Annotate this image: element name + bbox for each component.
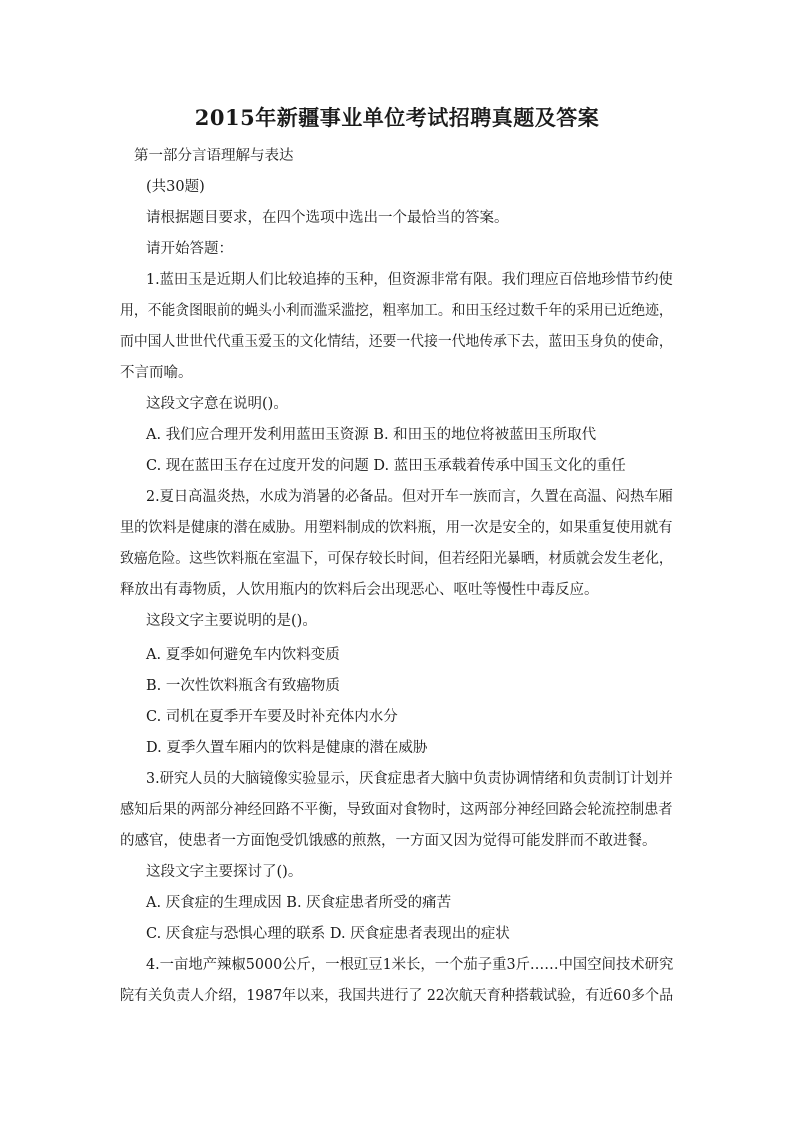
q1-paragraph-line: 1.蓝田玉是近期人们比较追捧的玉种，但资源非常有限。我们理应百倍地珍惜节约使 — [146, 272, 673, 288]
instruction-text: 请根据题目要求，在四个选项中选出一个最恰当的答案。 — [146, 210, 509, 226]
q1-paragraph-line: 而中国人世世代代重玉爱玉的文化情结，还要一代接一代地传承下去，蓝田玉身负的使命， — [120, 334, 673, 350]
q2-option-a: A. 夏季如何避免车内饮料变质 — [146, 647, 340, 663]
q1-question: 这段文字意在说明()。 — [146, 396, 288, 412]
q3-question: 这段文字主要探讨了()。 — [146, 864, 303, 880]
q2-paragraph-line: 里的饮料是健康的潜在威胁。用塑料制成的饮料瓶，用一次是安全的，如果重复使用就有 — [120, 520, 673, 536]
q2-option-c: C. 司机在夏季开车要及时补充体内水分 — [146, 709, 398, 725]
q3-paragraph-line: 感知后果的两部分神经回路不平衡，导致面对食物时，这两部分神经回路会轮流控制患者 — [120, 802, 673, 818]
q3-paragraph-line: 的感官，使患者一方面饱受饥饿感的煎熬，一方面又因为觉得可能发胖而不敢进餐。 — [120, 833, 657, 849]
q2-question: 这段文字主要说明的是()。 — [146, 613, 317, 629]
q4-paragraph-line: 院有关负责人介绍，1987年以来，我国共进行了 22次航天育种搭载试验，有近60多个品 — [120, 988, 674, 1004]
q1-option-line: A. 我们应合理开发利用蓝田玉资源 B. 和田玉的地位将被蓝田玉所取代 — [146, 427, 597, 443]
q2-option-d: D. 夏季久置车厢内的饮料是健康的潜在威胁 — [146, 740, 428, 756]
q1-paragraph-line: 不言而喻。 — [120, 365, 193, 381]
q2-paragraph-line: 2.夏日高温炎热，水成为消暑的必备品。但对开车一族而言，久置在高温、闷热车厢 — [146, 489, 673, 505]
q2-paragraph-line: 致癌危险。这些饮料瓶在室温下，可保存较长时间，但若经阳光暴晒，材质就会发生老化， — [120, 551, 673, 567]
q3-paragraph-line: 3.研究人员的大脑镜像实验显示，厌食症患者大脑中负责协调情绪和负责制订计划并 — [146, 771, 673, 787]
q2-option-b: B. 一次性饮料瓶含有致癌物质 — [146, 678, 340, 694]
q1-paragraph-line: 用，不能贪图眼前的蝇头小利而滥采滥挖，粗率加工。和田玉经过数千年的采用已近绝迹， — [120, 303, 673, 319]
question-count: (共30题) — [146, 179, 205, 195]
q3-option-line: C. 厌食症与恐惧心理的联系 D. 厌食症患者表现出的症状 — [146, 926, 510, 942]
q2-paragraph-line: 释放出有毒物质，人饮用瓶内的饮料后会出现恶心、呕吐等慢性中毒反应。 — [120, 582, 599, 598]
document-title: 2015年新疆事业单位考试招聘真题及答案 — [194, 105, 600, 130]
q4-paragraph-line: 4.一亩地产辣椒5000公斤，一根豇豆1米长，一个茄子重3斤……中国空间技术研究 — [146, 957, 674, 973]
section-heading: 第一部分言语理解与表达 — [134, 148, 294, 164]
q3-option-line: A. 厌食症的生理成因 B. 厌食症患者所受的痛苦 — [146, 895, 452, 911]
q1-option-line: C. 现在蓝田玉存在过度开发的问题 D. 蓝田玉承载着传承中国玉文化的重任 — [146, 458, 626, 474]
start-prompt: 请开始答题： — [146, 241, 233, 257]
